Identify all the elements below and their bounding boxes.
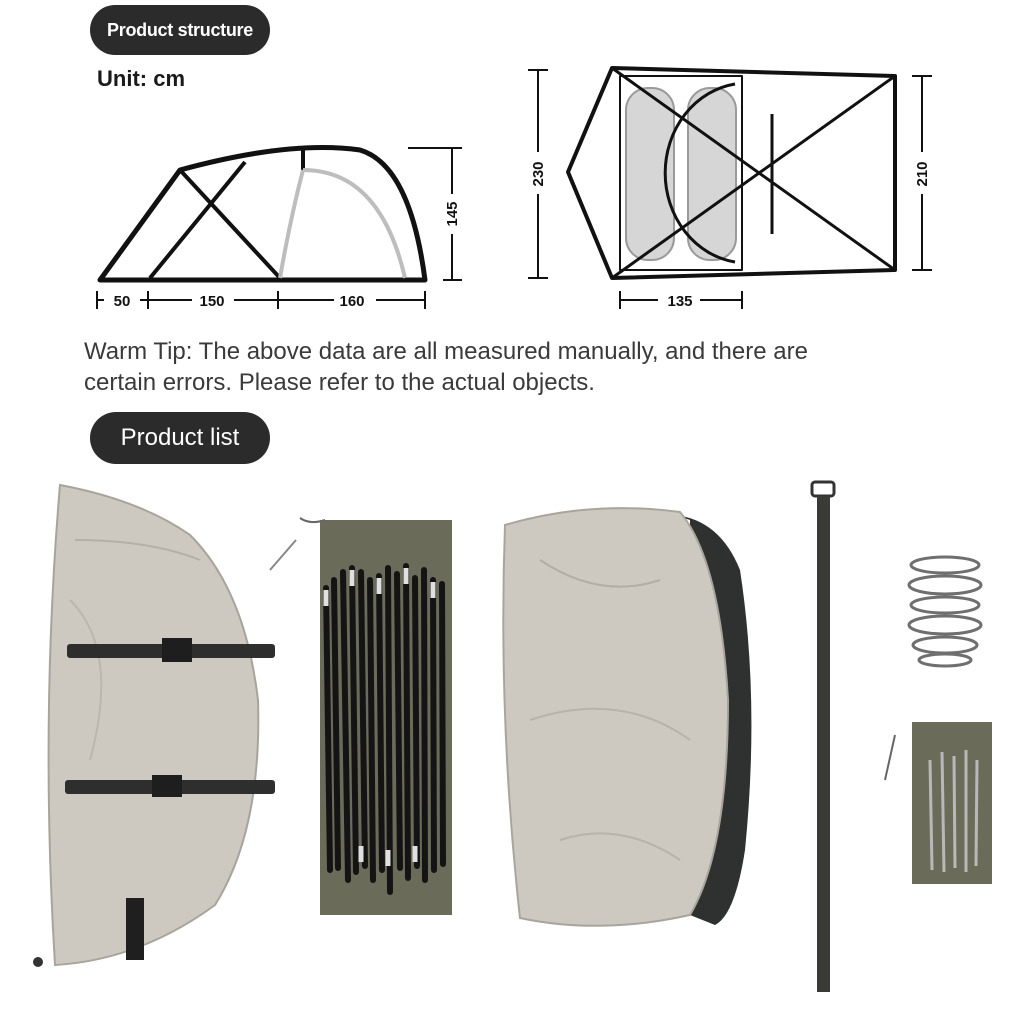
side-view-dimensions <box>97 148 462 309</box>
top-dim-135: 135 <box>667 293 693 310</box>
tent-stakes-bag-icon <box>885 722 992 884</box>
tent-storage-bag-icon <box>33 485 275 967</box>
product-structure-title: Product structure <box>107 19 253 40</box>
top-dim-230: 230 <box>530 161 547 187</box>
warm-tip-text: Warm Tip: The above data are all measured manually, and there are certain errors. Please refer to the actual objects. <box>84 338 808 396</box>
side-dim-160: 160 <box>339 293 365 310</box>
folded-tent-body-icon <box>503 508 751 926</box>
top-view-diagram <box>568 68 895 278</box>
guy-ropes-icon <box>909 557 981 666</box>
side-view-diagram <box>100 148 425 281</box>
side-dim-height-145: 145 <box>444 201 461 227</box>
side-dim-150: 150 <box>199 293 225 310</box>
tent-poles-icon <box>270 518 452 915</box>
product-list-heading <box>90 412 270 464</box>
product-list-title: Product list <box>120 424 240 451</box>
unit-label: Unit: cm <box>97 66 185 91</box>
strap-icon <box>812 482 834 992</box>
top-dim-210: 210 <box>914 161 931 187</box>
side-dim-50: 50 <box>113 293 131 310</box>
